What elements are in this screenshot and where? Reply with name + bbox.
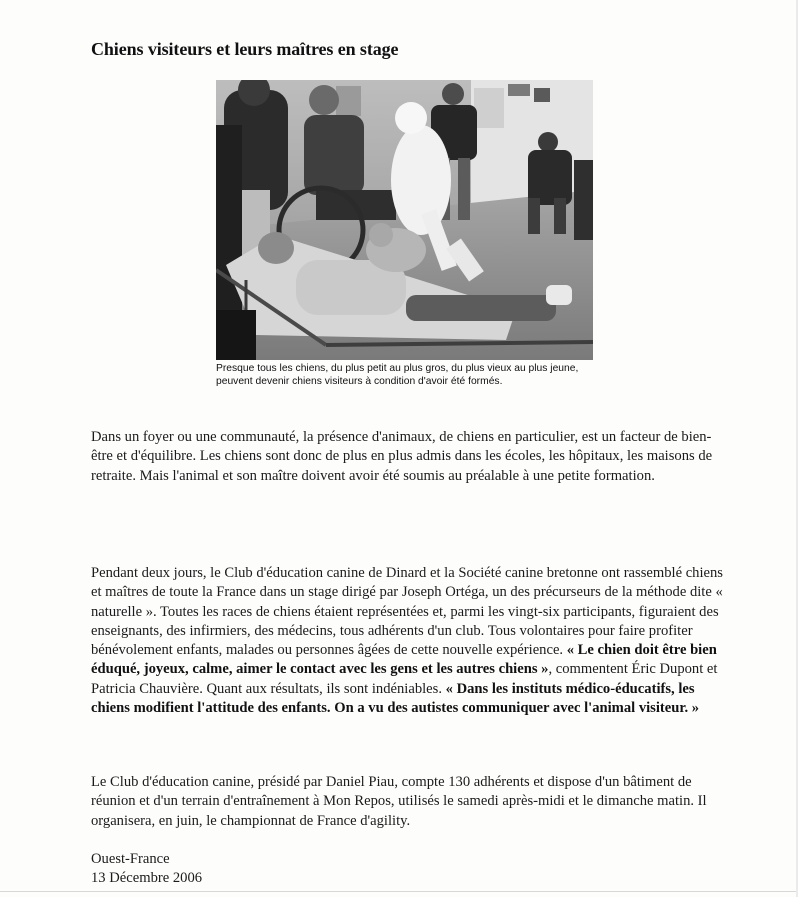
scan-bottom-edge [0,891,798,892]
article-headline: Chiens visiteurs et leurs maîtres en stage [91,39,399,59]
bold-quote: « Le chien doit être bien éduqué, joyeux, calme, aimer le contact avec les gens et les autres chiens » [91,642,717,678]
photo-caption: Presque tous les chiens, du plus petit au plus gros, du plus vieux au plus jeune, peuvent devenir chiens visiteurs à condition d'avoir été formés. [216,363,579,387]
source-date: 13 Décembre 2006 [91,870,203,886]
article-paragraph-club: Le Club d'éducation canine, présidé par Daniel Piau, compte 130 adhérents et dispose d'un bâtiment de réunion et d'un terrain d'entraînement à Mon Repos, utilisés le samedi après-midi et le dimanche matin. Il organisera, en juin, le championnat de France d'agility. [91,774,707,829]
source-name: Ouest-France [91,851,170,867]
photo-illustration [216,80,593,360]
article-photo [216,80,593,360]
paragraph-text: Pendant deux jours, le Club d'éducation canine de Dinard et la Société canine bretonne ont rassemblé chiens et maîtres de toute la France dans un stage dirigé par Joseph Ortéga, un des précurseurs de la méthode dite « naturelle ». Toutes les races de chiens étaient représentées et, parmi les vingt-six participants, figuraient des enseignants, des infirmiers, des médecins, tous adhérents d'un club. Tous volontaires pour faire profiter bénévolement enfants, malades ou personnes âgées de cette nouvelle expérience. [91,565,723,659]
bold-quote: « Dans les instituts médico-éducatifs, les chiens modifient l'attitude des enfants. On a vu des autistes communiquer avec l'animal visiteur. » [91,680,700,717]
article-source [91,850,202,888]
article-paragraph-intro: Dans un foyer ou une communauté, la présence d'animaux, de chiens en particulier, est un facteur de bien-être et d'équilibre. Les chiens sont donc de plus en plus admis dans les écoles, les hôpitaux, les maisons de retraite. Mais l'animal et son maître doivent avoir été soumis au préalable à une petite formation. [91,429,713,484]
paragraph-text: , commentent Éric Dupont et Patricia Chauvière. Quant aux résultats, ils sont indéniables. [91,661,718,697]
article-paragraph-body [91,564,731,718]
